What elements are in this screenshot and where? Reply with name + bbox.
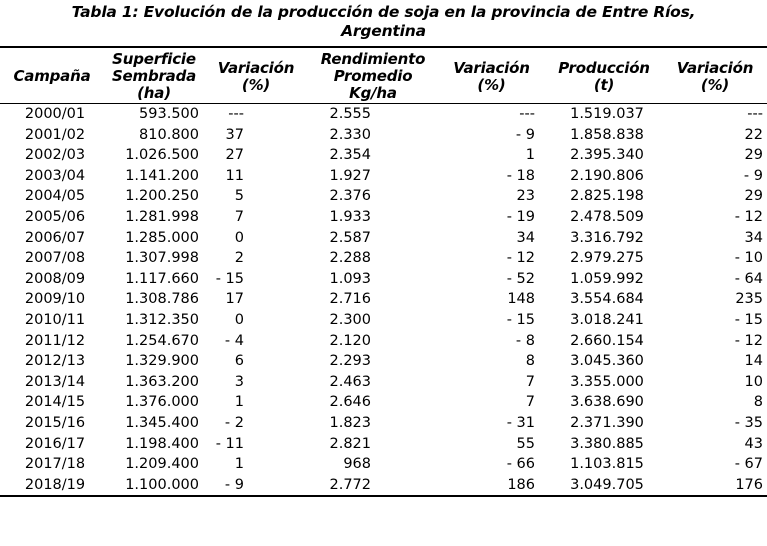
cell-superficie: 810.800 <box>139 126 199 143</box>
table-row <box>0 413 767 434</box>
table-row <box>0 166 767 187</box>
cell-rendimiento: 968 <box>343 456 371 473</box>
cell-variacion-superficie: 37 <box>225 126 244 143</box>
header-superficie <box>104 47 204 104</box>
cell-superficie: 1.376.000 <box>125 394 199 411</box>
cell-variacion-produccion: - 10 <box>734 250 763 267</box>
cell-campana: 2006/07 <box>24 229 86 246</box>
cell-rendimiento: 2.587 <box>329 229 371 246</box>
cell-campana: 2016/17 <box>24 435 86 452</box>
header-variacion-rendimiento <box>438 47 545 104</box>
cell-variacion-produccion: 14 <box>744 353 763 370</box>
cell-rendimiento: 1.093 <box>329 270 371 287</box>
cell-variacion-rendimiento: - 8 <box>515 332 535 349</box>
header-variacion-produccion-line2: (%) <box>700 75 730 94</box>
cell-rendimiento: 2.354 <box>329 147 371 164</box>
table-row <box>0 125 767 146</box>
header-rendimiento-line3: Kg/ha <box>349 84 397 102</box>
cell-superficie: 1.345.400 <box>125 414 199 431</box>
table-row <box>0 310 767 331</box>
cell-superficie: 593.500 <box>139 106 199 122</box>
cell-campana: 2000/01 <box>24 106 86 122</box>
table-row <box>0 269 767 290</box>
table-row <box>0 351 767 372</box>
table-row <box>0 145 767 166</box>
cell-variacion-rendimiento: 23 <box>516 188 535 205</box>
cell-produccion: 3.355.000 <box>570 373 644 390</box>
cell-rendimiento: 2.300 <box>329 311 371 328</box>
table-row <box>0 104 767 125</box>
cell-rendimiento: 1.927 <box>329 167 371 184</box>
cell-produccion: 1.059.992 <box>570 270 644 287</box>
cell-produccion: 3.018.241 <box>570 311 644 328</box>
cell-variacion-produccion: - 9 <box>743 167 763 184</box>
cell-produccion: 1.858.838 <box>570 126 644 143</box>
cell-variacion-produccion: 29 <box>744 147 763 164</box>
cell-superficie: 1.254.670 <box>125 332 199 349</box>
cell-variacion-produccion: 8 <box>753 394 763 411</box>
header-produccion-line1: Producción <box>558 58 650 77</box>
cell-superficie: 1.117.660 <box>125 270 199 287</box>
cell-variacion-rendimiento: 8 <box>525 353 535 370</box>
cell-produccion: 1.519.037 <box>570 106 644 122</box>
cell-variacion-superficie: - 2 <box>224 414 244 431</box>
cell-variacion-produccion: - 64 <box>734 270 763 287</box>
cell-variacion-rendimiento: 7 <box>525 394 535 411</box>
cell-campana: 2005/06 <box>24 208 86 225</box>
cell-variacion-rendimiento: --- <box>519 106 535 122</box>
cell-variacion-superficie: 2 <box>234 250 244 267</box>
cell-variacion-superficie: 5 <box>234 188 244 205</box>
table-title-line-1: Tabla 1: Evolución de la producción de soja en la provincia de Entre Ríos, <box>71 3 696 21</box>
cell-rendimiento: 2.646 <box>329 394 371 411</box>
table-row <box>0 372 767 393</box>
header-rendimiento-line2: Promedio <box>333 67 413 85</box>
cell-variacion-rendimiento: 34 <box>516 229 535 246</box>
cell-rendimiento: 2.288 <box>329 250 371 267</box>
cell-variacion-rendimiento: - 18 <box>506 167 535 184</box>
cell-variacion-produccion: 34 <box>744 229 763 246</box>
cell-campana: 2011/12 <box>24 332 86 349</box>
cell-superficie: 1.329.900 <box>125 353 199 370</box>
cell-superficie: 1.363.200 <box>125 373 199 390</box>
header-row <box>0 47 767 104</box>
cell-produccion: 2.825.198 <box>570 188 644 205</box>
cell-variacion-produccion: - 67 <box>734 456 763 473</box>
table-row <box>0 186 767 207</box>
table-row <box>0 289 767 310</box>
cell-variacion-produccion: --- <box>747 106 763 122</box>
table-row <box>0 331 767 352</box>
cell-produccion: 2.395.340 <box>570 147 644 164</box>
cell-superficie: 1.200.250 <box>125 188 199 205</box>
header-superficie-line1: Superficie <box>112 50 196 68</box>
cell-superficie: 1.026.500 <box>125 147 199 164</box>
cell-rendimiento: 2.716 <box>329 291 371 308</box>
header-variacion-produccion <box>663 47 767 104</box>
cell-variacion-superficie: 3 <box>234 373 244 390</box>
cell-produccion: 2.190.806 <box>570 167 644 184</box>
table-title <box>0 0 767 41</box>
cell-variacion-rendimiento: 7 <box>525 373 535 390</box>
header-produccion <box>545 47 663 104</box>
header-variacion-superficie-line1: Variación <box>217 58 295 77</box>
cell-superficie: 1.312.350 <box>125 311 199 328</box>
cell-campana: 2013/14 <box>24 373 86 390</box>
cell-superficie: 1.198.400 <box>125 435 199 452</box>
header-produccion-line2: (t) <box>593 75 615 94</box>
cell-campana: 2010/11 <box>24 311 86 328</box>
cell-superficie: 1.307.998 <box>125 250 199 267</box>
cell-variacion-rendimiento: - 31 <box>506 414 535 431</box>
table-row <box>0 434 767 455</box>
cell-variacion-produccion: - 15 <box>734 311 763 328</box>
header-variacion-produccion-line1: Variación <box>676 58 754 77</box>
cell-rendimiento: 2.376 <box>329 188 371 205</box>
header-variacion-rendimiento-line1: Variación <box>453 58 530 77</box>
cell-superficie: 1.141.200 <box>125 167 199 184</box>
table-row <box>0 228 767 249</box>
cell-produccion: 3.638.690 <box>570 394 644 411</box>
cell-rendimiento: 1.933 <box>329 208 371 225</box>
header-variacion-superficie <box>204 47 308 104</box>
cell-variacion-superficie: - 9 <box>224 476 244 493</box>
cell-variacion-rendimiento: 55 <box>516 435 535 452</box>
cell-rendimiento: 2.330 <box>329 126 371 143</box>
cell-variacion-superficie: 27 <box>225 147 244 164</box>
header-rendimiento-line1: Rendimiento <box>320 50 426 68</box>
cell-superficie: 1.285.000 <box>125 229 199 246</box>
cell-campana: 2001/02 <box>24 126 86 143</box>
cell-campana: 2002/03 <box>24 147 86 164</box>
cell-campana: 2017/18 <box>24 456 86 473</box>
table-row <box>0 207 767 228</box>
cell-superficie: 1.281.998 <box>125 208 199 225</box>
cell-variacion-rendimiento: - 19 <box>506 208 535 225</box>
cell-variacion-superficie: 11 <box>225 167 244 184</box>
cell-rendimiento: 2.772 <box>329 476 371 493</box>
cell-superficie: 1.209.400 <box>125 456 199 473</box>
cell-superficie: 1.308.786 <box>125 291 199 308</box>
header-variacion-rendimiento-line2: (%) <box>477 75 506 94</box>
cell-variacion-rendimiento: 186 <box>507 476 535 493</box>
cell-produccion: 3.049.705 <box>570 476 644 493</box>
cell-variacion-superficie: 1 <box>234 394 244 411</box>
cell-rendimiento: 2.293 <box>329 353 371 370</box>
cell-rendimiento: 2.120 <box>329 332 371 349</box>
table-body <box>0 104 767 497</box>
cell-variacion-produccion: - 12 <box>734 208 763 225</box>
cell-variacion-superficie: 0 <box>234 229 244 246</box>
cell-campana: 2014/15 <box>24 394 86 411</box>
cell-campana: 2007/08 <box>24 250 86 267</box>
header-superficie-line2: Sembrada <box>111 67 197 85</box>
cell-variacion-rendimiento: - 9 <box>515 126 535 143</box>
table-row <box>0 248 767 269</box>
header-campana <box>0 47 104 104</box>
cell-variacion-produccion: - 35 <box>734 414 763 431</box>
cell-variacion-superficie: 7 <box>234 208 244 225</box>
cell-campana: 2015/16 <box>24 414 86 431</box>
cell-produccion: 2.979.275 <box>570 250 644 267</box>
cell-variacion-superficie: 1 <box>234 456 244 473</box>
cell-variacion-superficie: - 4 <box>224 332 244 349</box>
cell-produccion: 2.660.154 <box>570 332 644 349</box>
cell-produccion: 3.045.360 <box>570 353 644 370</box>
cell-variacion-produccion: - 12 <box>734 332 763 349</box>
cell-produccion: 3.554.684 <box>570 291 644 308</box>
cell-rendimiento: 2.821 <box>329 435 371 452</box>
table-title-line-2: Argentina <box>341 22 426 40</box>
cell-variacion-superficie: 17 <box>225 291 244 308</box>
cell-variacion-superficie: - 11 <box>215 435 244 452</box>
cell-rendimiento: 1.823 <box>329 414 371 431</box>
cell-produccion: 2.371.390 <box>570 414 644 431</box>
cell-produccion: 3.380.885 <box>570 435 644 452</box>
cell-variacion-produccion: 176 <box>735 476 763 493</box>
header-superficie-line3: (ha) <box>137 84 171 102</box>
header-campana-label: Campaña <box>13 67 91 85</box>
cell-produccion: 1.103.815 <box>570 456 644 473</box>
cell-variacion-produccion: 22 <box>744 126 763 143</box>
cell-variacion-rendimiento: - 52 <box>506 270 535 287</box>
cell-campana: 2003/04 <box>24 167 86 184</box>
cell-campana: 2009/10 <box>24 291 86 308</box>
cell-campana: 2004/05 <box>24 188 86 205</box>
table-row <box>0 454 767 475</box>
cell-variacion-rendimiento: - 12 <box>506 250 535 267</box>
cell-produccion: 3.316.792 <box>570 229 644 246</box>
soy-production-table <box>0 46 767 497</box>
cell-campana: 2018/19 <box>24 476 86 493</box>
cell-variacion-superficie: 6 <box>234 353 244 370</box>
cell-variacion-rendimiento: 148 <box>507 291 535 308</box>
cell-variacion-produccion: 10 <box>744 373 763 390</box>
cell-rendimiento: 2.555 <box>329 106 371 122</box>
header-rendimiento <box>308 47 438 104</box>
cell-produccion: 2.478.509 <box>570 208 644 225</box>
cell-variacion-superficie: 0 <box>234 311 244 328</box>
cell-variacion-rendimiento: 1 <box>525 147 535 164</box>
cell-variacion-produccion: 29 <box>744 188 763 205</box>
cell-variacion-superficie: --- <box>228 106 244 122</box>
cell-variacion-produccion: 43 <box>744 435 763 452</box>
cell-variacion-superficie: - 15 <box>215 270 244 287</box>
cell-superficie: 1.100.000 <box>125 476 199 493</box>
cell-variacion-produccion: 235 <box>735 291 763 308</box>
cell-variacion-rendimiento: - 66 <box>506 456 535 473</box>
cell-campana: 2008/09 <box>24 270 86 287</box>
table-row <box>0 392 767 413</box>
cell-campana: 2012/13 <box>24 353 86 370</box>
header-variacion-superficie-line2: (%) <box>241 75 271 94</box>
cell-variacion-rendimiento: - 15 <box>506 311 535 328</box>
cell-rendimiento: 2.463 <box>329 373 371 390</box>
table-row <box>0 475 767 497</box>
